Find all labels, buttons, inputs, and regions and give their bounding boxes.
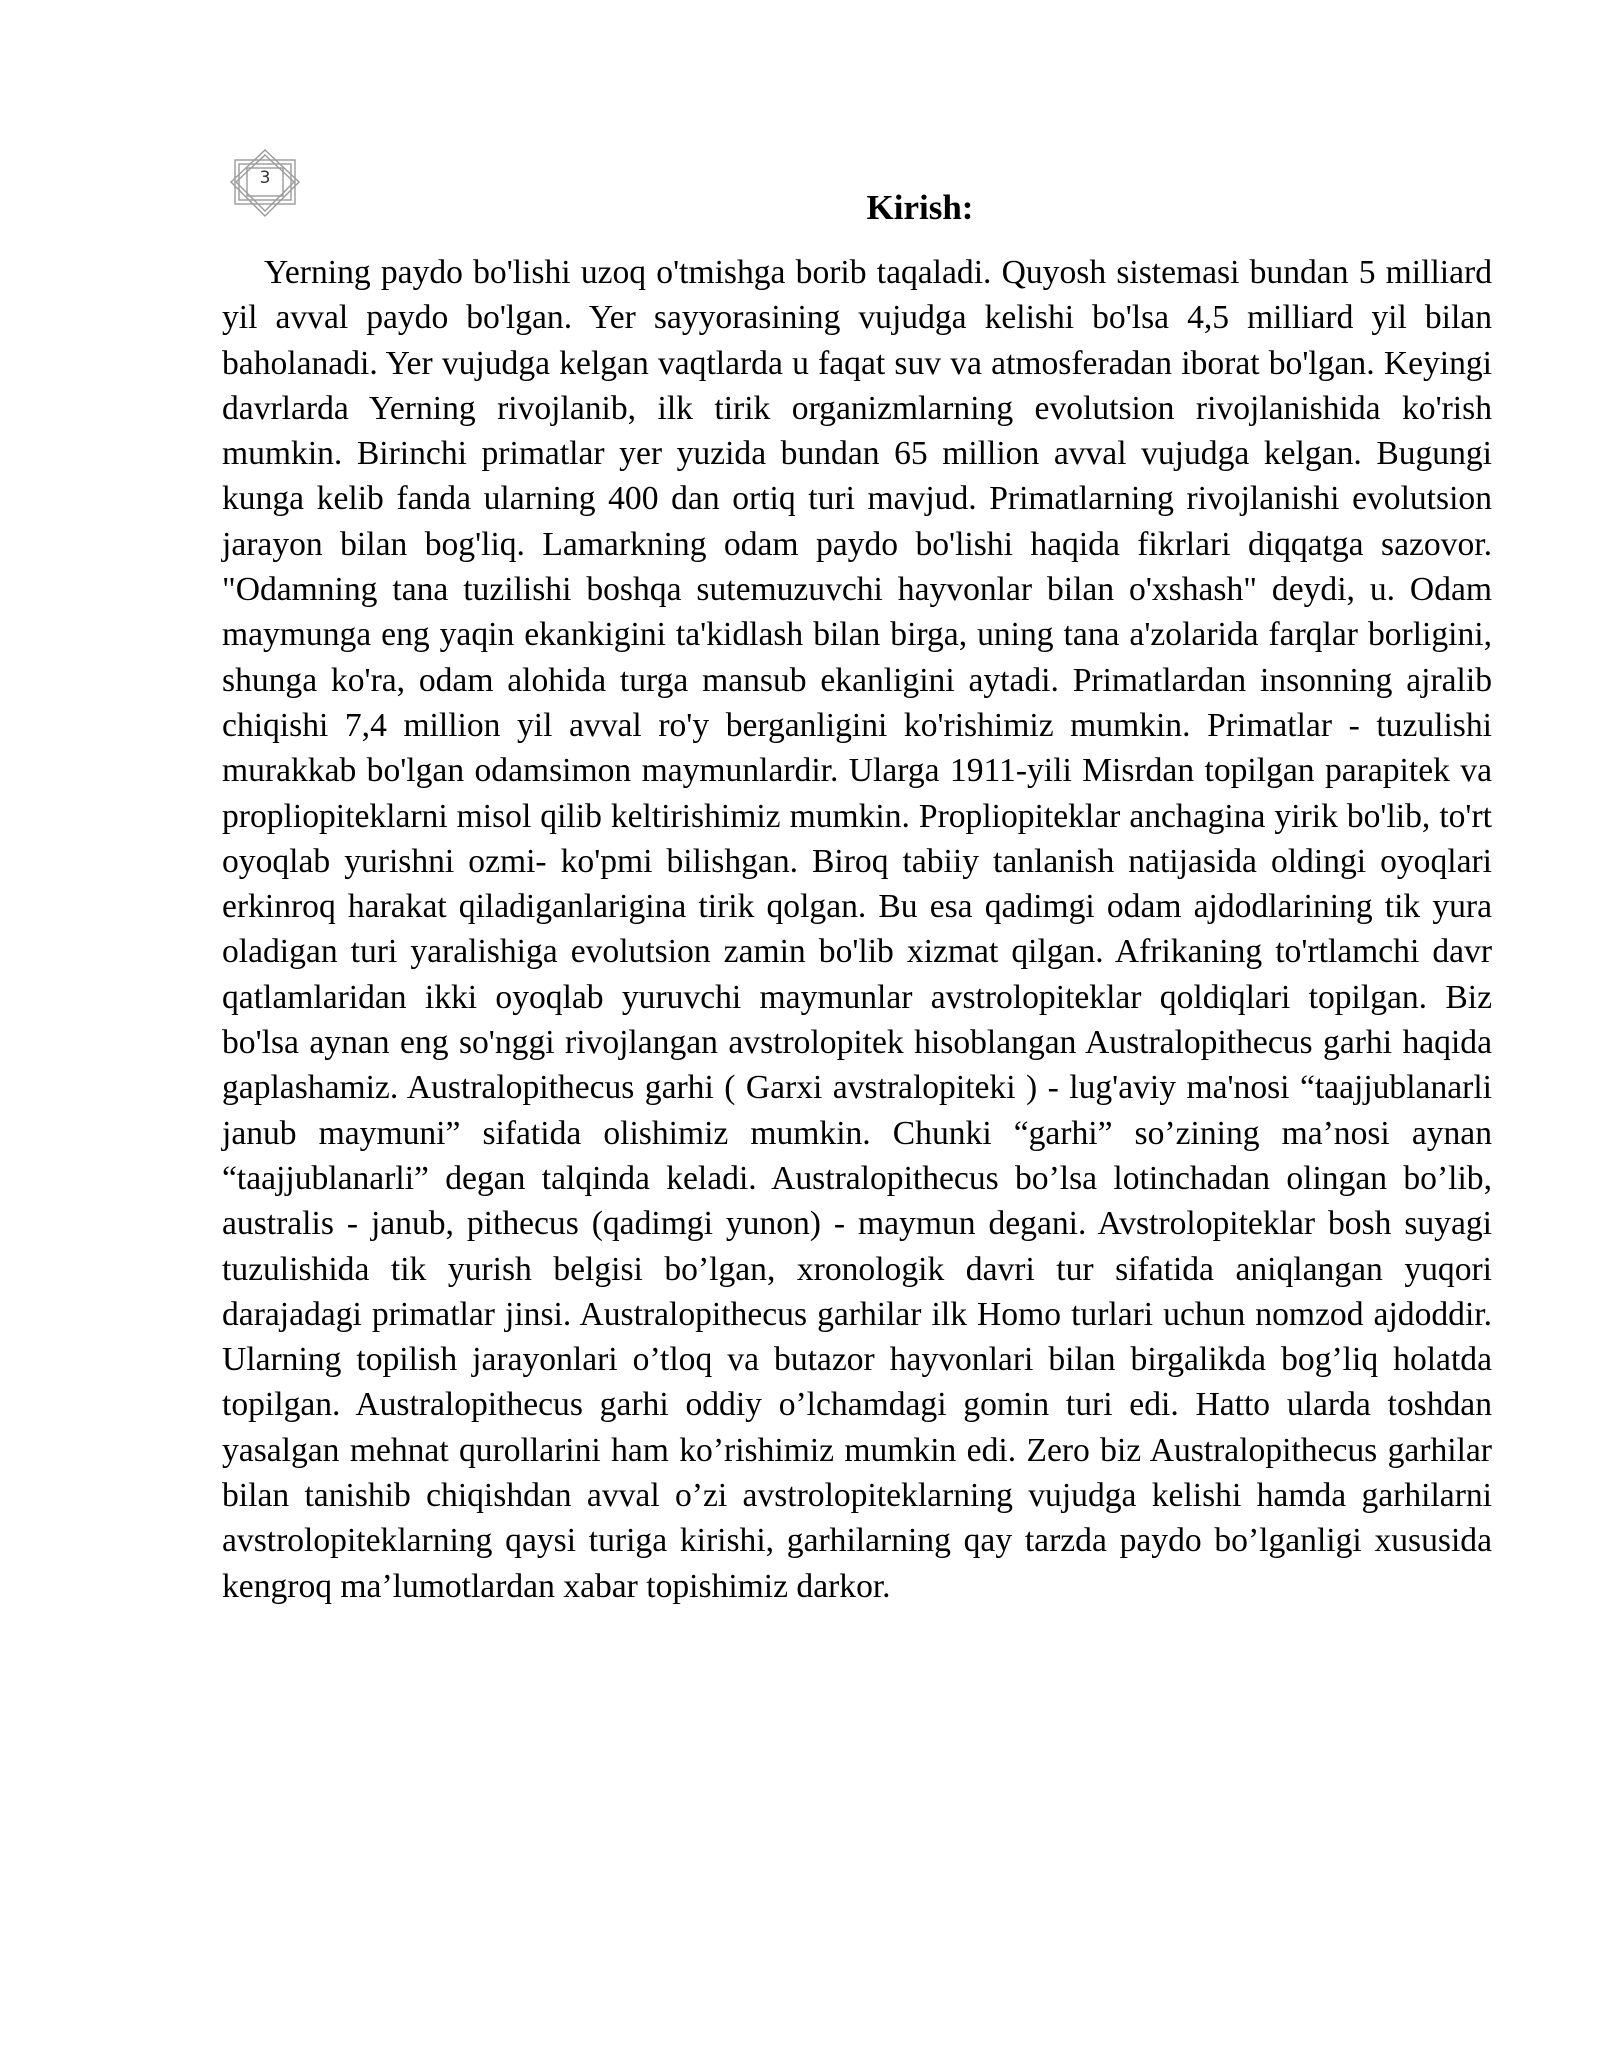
page-number: 3 bbox=[259, 168, 271, 188]
section-heading: Kirish: bbox=[866, 188, 974, 227]
body-paragraph: Yerning paydo bo'lishi uzoq o'tmishga borib taqaladi. Quyosh sistemasi bundan 5 milliard yil avval paydo bo'lgan. Yer sayyorasining vujudga kelishi bo'lsa 4,5 milliard yil bilan baholanadi. Yer vujudga kelgan vaqtlarda u faqat suv va atmosferadan iborat bo'lgan. Keyingi davrlarda Yerning rivojlanib, ilk tirik organizmlarning evolutsion rivojlanishida ko'rish mumkin. Birinchi primatlar yer yuzida bundan 65 million avval vujudga kelgan. Bugungi kunga kelib fanda ularning 400 dan ortiq turi mavjud. Primatlarning rivojlanishi evolutsion jarayon bilan bog'liq. Lamarkning odam paydo bo'lishi haqida fikrlari diqqatga sazovor. "Odamning tana tuzilishi boshqa sutemuzuvchi hayvonlar bilan o'xshash" deydi, u. Odam maymunga eng yaqin ekankigini ta'kidlash bilan birga, uning tana a'zolarida farqlar borligini, shunga ko'ra, odam alohida turga mansub ekanligini aytadi. Primatlardan insonning ajralib chiqishi 7,4 million yil avval ro'y berganligini ko'rishimiz mumkin. Primatlar - tuzulishi murakkab bo'lgan odamsimon maymunlardir. Ularga 1911-yili Misrdan topilgan parapitek va propliopiteklarni misol qilib keltirishimiz mumkin. Propliopiteklar anchagina yirik bo'lib, to'rt oyoqlab yurishni ozmi- ko'pmi bilishgan. Biroq tabiiy tanlanish natijasida oldingi oyoqlari erkinroq harakat qiladiganlarigina tirik qolgan. Bu esa qadimgi odam ajdodlarining tik yura oladigan turi yaralishiga evolutsion zamin bo'lib xizmat qilgan. Afrikaning to'rtlamchi davr qatlamlaridan ikki oyoqlab yuruvchi maymunlar avstrolopiteklar qoldiqlari topilgan. Biz bo'lsa aynan eng so'nggi rivojlangan avstrolopitek hisoblangan Australopithecus garhi haqida gaplashamiz. Australopithecus garhi ( Garxi avstralopiteki ) - lug'aviy ma'nosi “taajjublanarli janub maymuni” sifatida olishimiz mumkin. Chunki “garhi” so’zining ma’nosi aynan “taajjublanarli” degan talqinda keladi. Australopithecus bo’lsa lotinchadan olingan bo’lib, australis - janub, pithecus (qadimgi yunon) - maymun degani. Avstrolopiteklar bosh suyagi tuzulishida tik yurish belgisi bo’lgan, xronologik davri tur sifatida aniqlangan yuqori darajadagi primatlar jinsi. Australopithecus garhilar ilk Homo turlari uchun nomzod ajdoddir. Ularning topilish jarayonlari o’tloq va butazor hayvonlari bilan birgalikda bog’liq holatda topilgan. Australopithecus garhi oddiy o’lchamdagi gomin turi edi. Hatto ularda toshdan yasalgan mehnat qurollarini ham ko’rishimiz mumkin edi. Zero biz Australopithecus garhilar bilan tanishib chiqishdan avval o’zi avstrolopiteklarning vujudga kelishi hamda garhilarni avstrolopiteklarning qaysi turiga kirishi, garhilarning qay tarzda paydo bo’lganligi xususida kengroq ma’lumotlardan xabar topishimiz darkor. bbox=[222, 254, 1492, 1605]
